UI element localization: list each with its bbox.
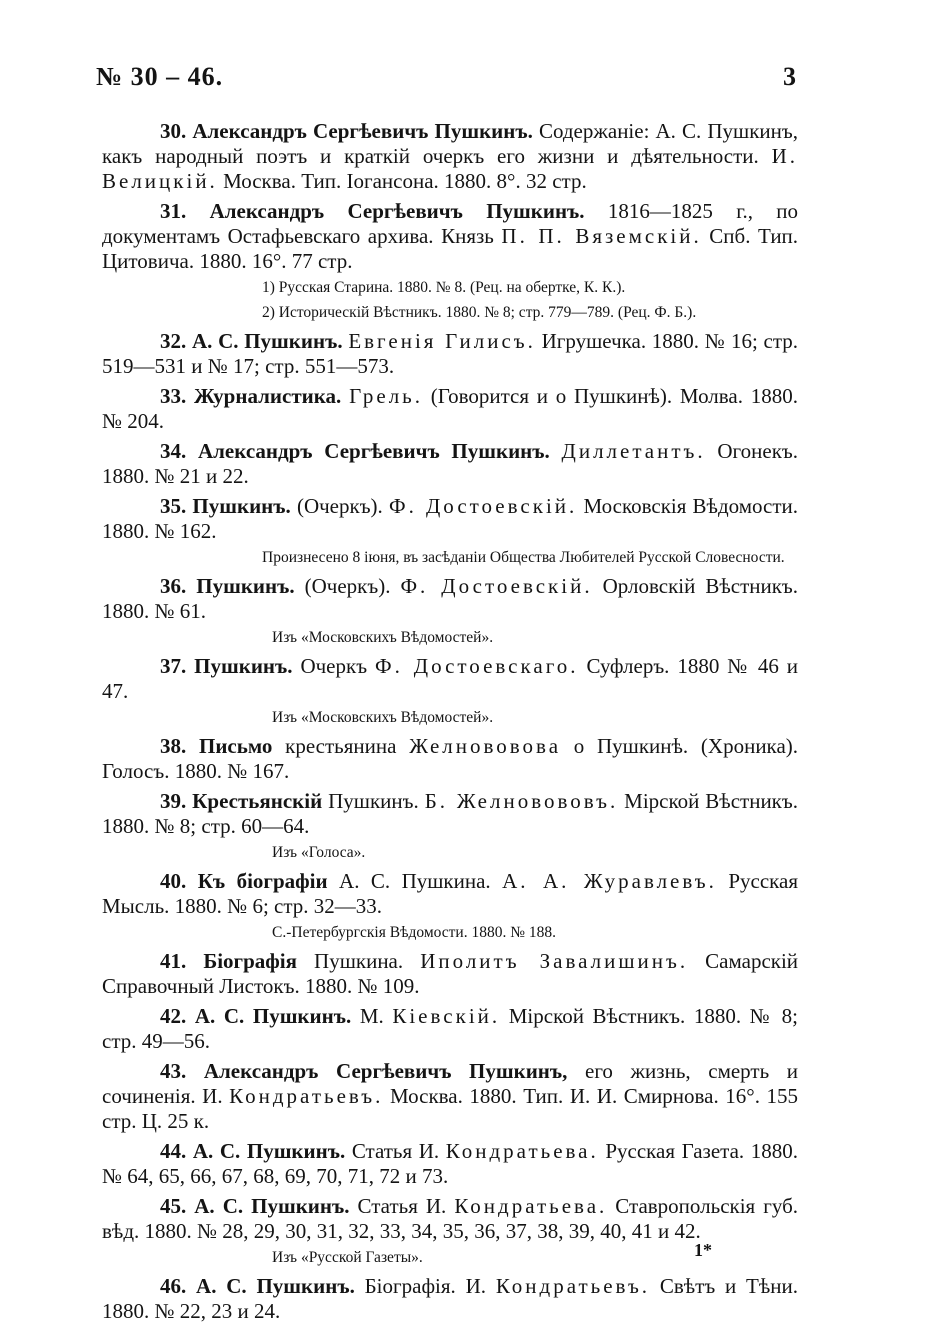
entry-45-note: Изъ «Русской Газеты». [272,1249,423,1266]
entry-36-note: Изъ «Московскихъ Вѣдомостей». [272,629,494,646]
entry-38: 38. Письмо крестьянина Желнововова о Пушкинѣ. (Хроника). Голосъ. 1880. № 167. [102,734,799,783]
page-number: 3 [783,62,796,91]
entry-35-note: Произнесено 8 іюня, въ засѣданіи Общества Любителей Русской Словесности. [262,549,785,566]
entry-39-note: Изъ «Голоса». [272,844,366,861]
entry-31-note-1: 1) Русская Старина. 1880. № 8. (Рец. на обертке, К. К.). [262,279,626,296]
entry-41: 41. Біографія Пушкина. Иполитъ Завалишинъ. Самарскій Справочный Листокъ. 1880. № 109. [102,949,799,998]
entry-45: 45. А. С. Пушкинъ. Статья И. Кондратьева. Ставропольскія губ. вѣд. 1880. № 28, 29, 30, 31, 32, 33, 34, 35, 36, 37, 38, 39, 40, 41 и 42. [102,1194,799,1243]
entry-46: 46. А. С. Пушкинъ. Біографія. И. Кондратьевъ. Свѣтъ и Тѣни. 1880. № 22, 23 и 24. [102,1274,799,1323]
entry-31: 31. Александръ Сергѣевичъ Пушкинъ. 1816—1825 г., по документамъ Остафьевскаго архива. Князь П. П. Вяземскій. Спб. Тип. Цитовича. 1880. 16°. 77 стр. [102,199,799,273]
entry-31-note-2: 2) Историческій Вѣстникъ. 1880. № 8; стр. 779—789. (Рец. Ф. Б.). [262,304,697,321]
entry-32: 32. А. С. Пушкинъ. Евгенія Гилисъ. Игрушечка. 1880. № 16; стр. 519—531 и № 17; стр. 551—573. [102,329,799,378]
signature-mark: 1* [694,1240,712,1260]
entry-34: 34. Александръ Сергѣевичъ Пушкинъ. Диллетантъ. Огонекъ. 1880. № 21 и 22. [102,439,799,488]
entry-30: 30. Александръ Сергѣевичъ Пушкинъ. Содержаніе: А. С. Пушкинъ, какъ народный поэтъ и краткій очеркъ его жизни и дѣятельности. И. Велицкій. Москва. Тип. Іогансона. 1880. 8°. 32 стр. [102,119,798,193]
entry-40: 40. Къ біографіи А. С. Пушкина. А. А. Журавлевъ. Русская Мысль. 1880. № 6; стр. 32—33. [102,869,799,918]
entry-range: № 30 – 46. [96,62,224,91]
entry-33: 33. Журналистика. Грель. (Говорится и о Пушкинѣ). Молва. 1880. № 204. [102,384,799,433]
bibliography-list [102,119,798,1329]
entry-35: 35. Пушкинъ. (Очеркъ). Ф. Достоевскій. Московскія Вѣдомости. 1880. № 162. [102,494,799,543]
entry-36: 36. Пушкинъ. (Очеркъ). Ф. Достоевскій. Орловскій Вѣстникъ. 1880. № 61. [102,574,799,623]
entry-39: 39. Крестьянскій Пушкинъ. Б. Желновововъ. Мірской Вѣстникъ. 1880. № 8; стр. 60—64. [102,789,798,838]
entry-37-note: Изъ «Московскихъ Вѣдомостей». [272,709,494,726]
page-header [96,62,796,102]
entry-37: 37. Пушкинъ. Очеркъ Ф. Достоевскаго. Суфлеръ. 1880 № 46 и 47. [102,654,799,703]
entry-43: 43. Александръ Сергѣевичъ Пушкинъ, его жизнь, смерть и сочиненія. И. Кондратьевъ. Москва. 1880. Тип. И. И. Смирнова. 16°. 155 стр. Ц. 25 к. [102,1059,798,1133]
entry-44: 44. А. С. Пушкинъ. Статья И. Кондратьева. Русская Газета. 1880. № 64, 65, 66, 67, 68, 69, 70, 71, 72 и 73. [102,1139,799,1188]
entry-40-note: С.-Петербургскія Вѣдомости. 1880. № 188. [272,924,557,941]
entry-42: 42. А. С. Пушкинъ. М. Кіевскій. Мірской Вѣстникъ. 1880. № 8; стр. 49—56. [102,1004,798,1053]
